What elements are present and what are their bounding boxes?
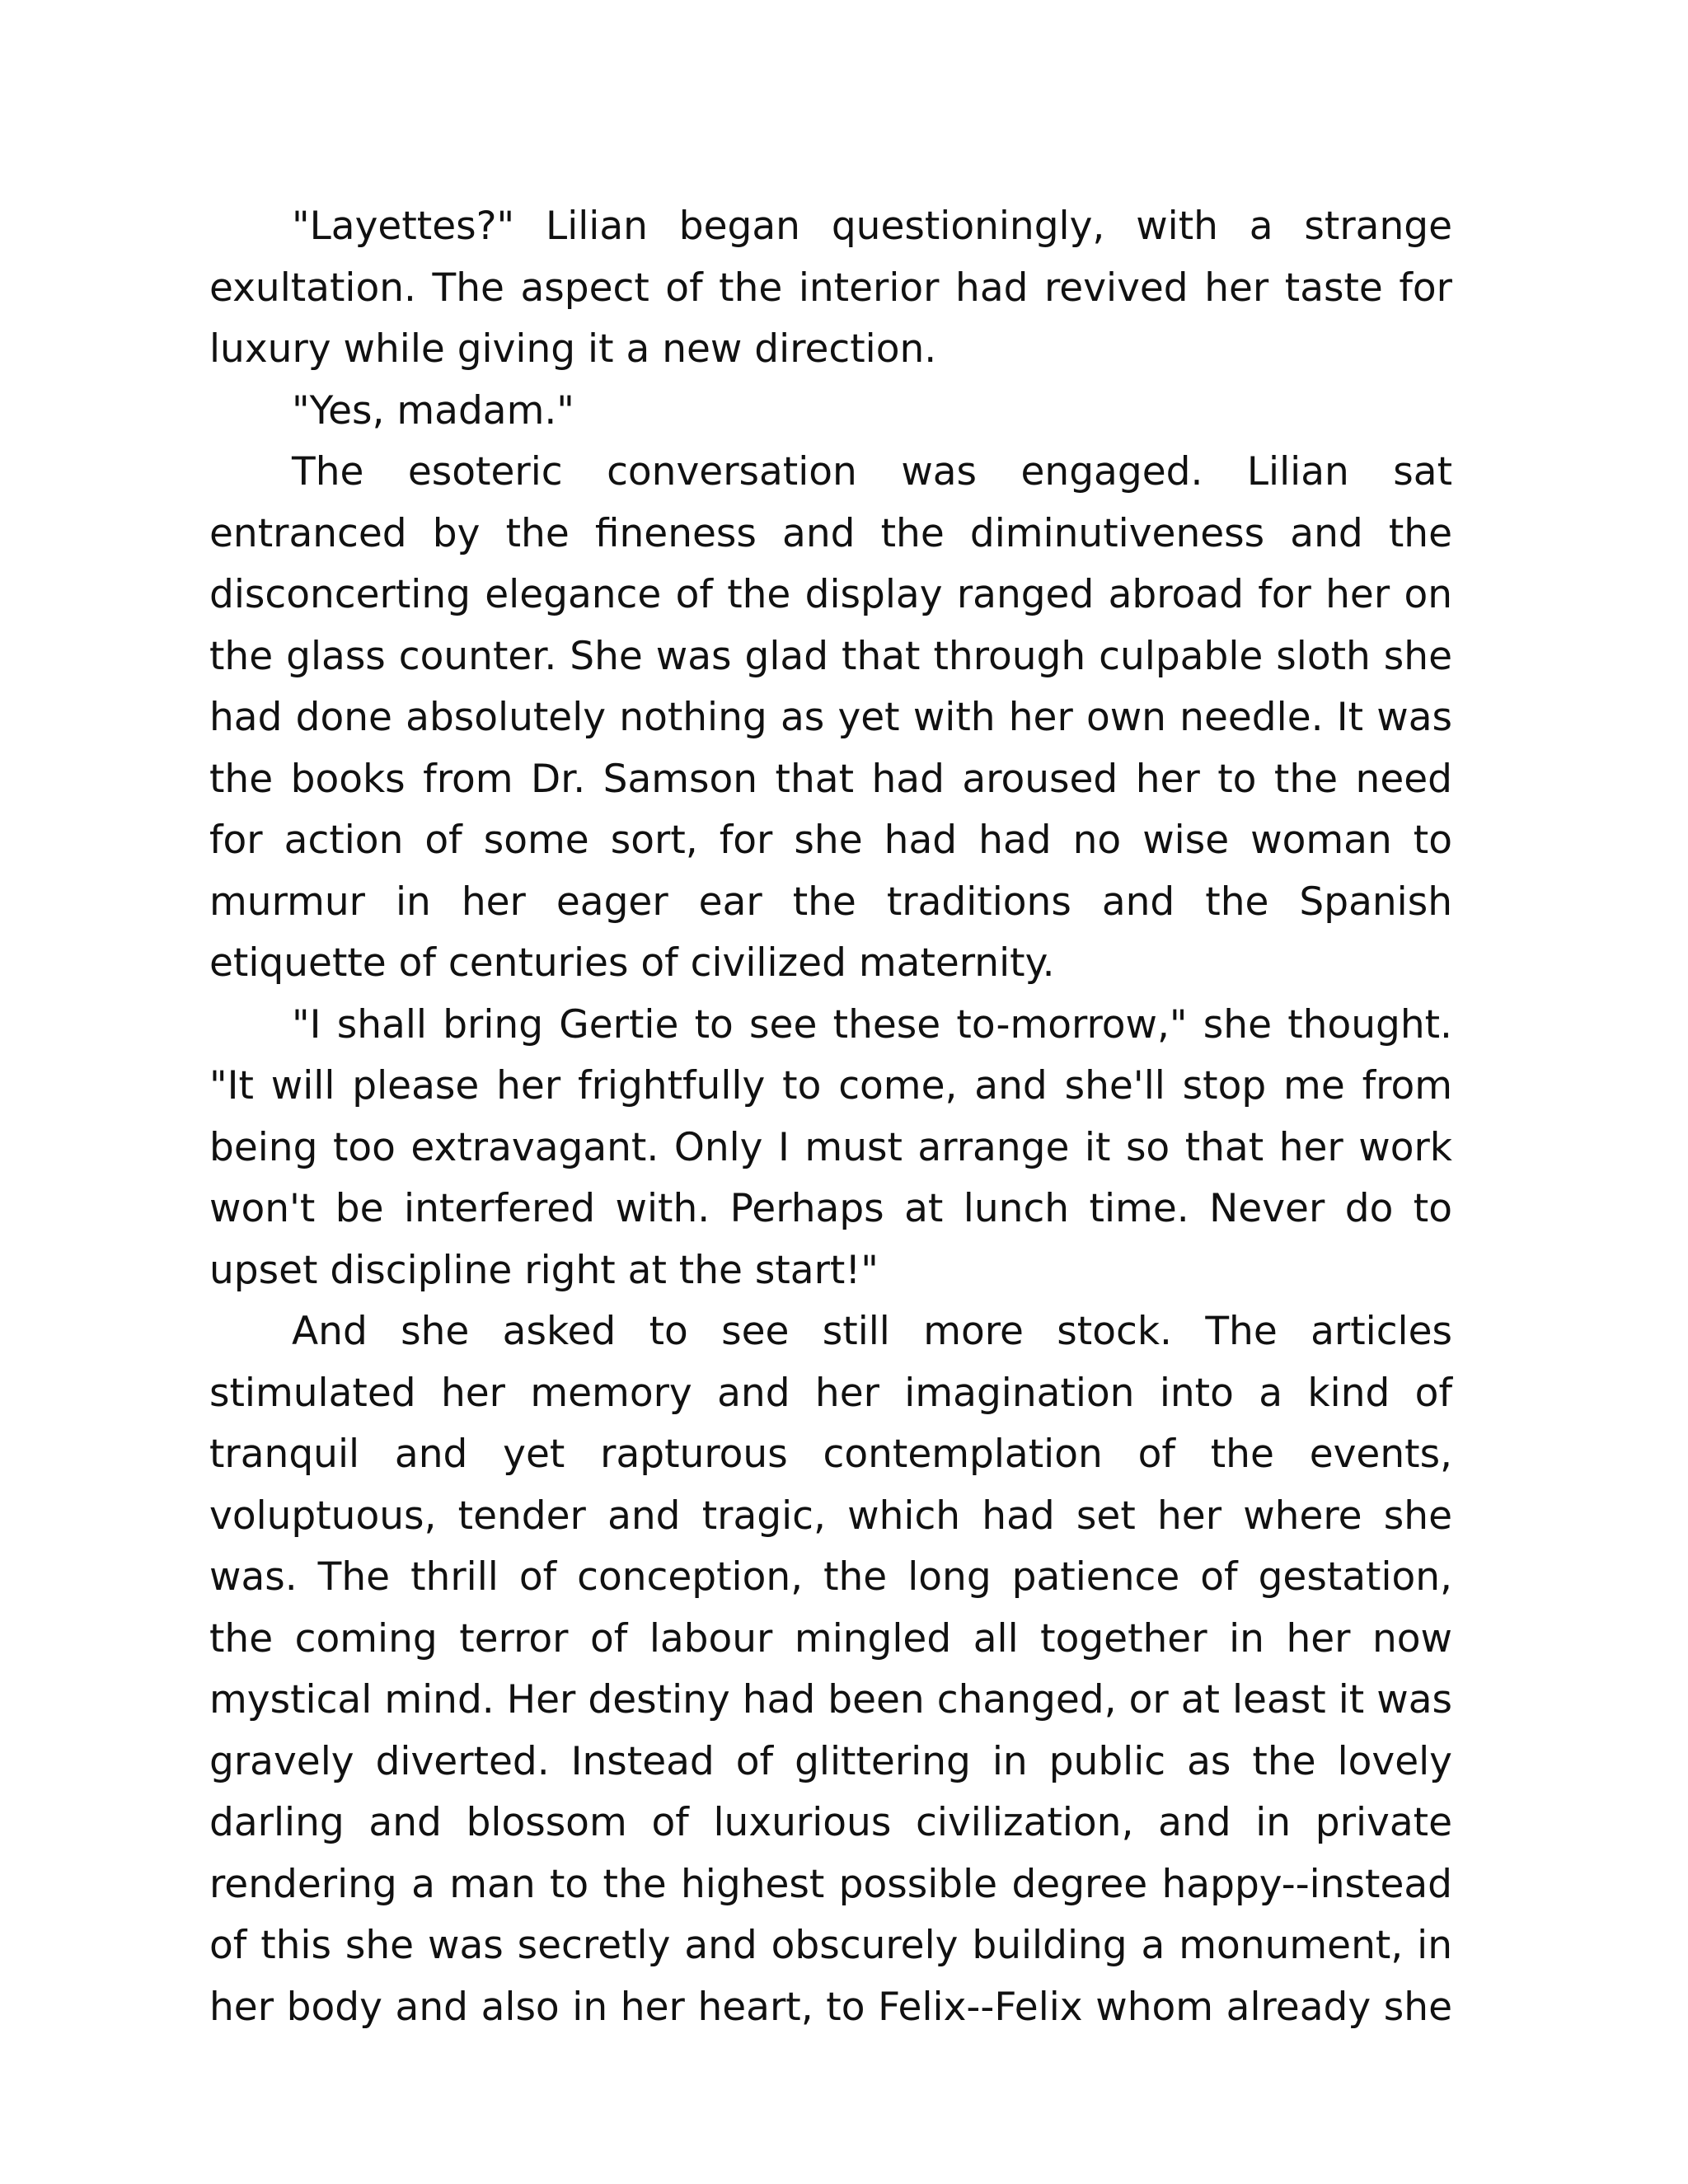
body-text bbox=[209, 196, 1452, 2038]
paragraph: And she asked to see still more stock. The articles stimulated her memory and her imagination into a kind of tranquil and yet rapturous contemplation of the events, voluptuous, tender and tragic, which had set her where she was. The thrill of conception, the long patience of gestation, the coming terror of labour mingled all together in her now mystical mind. Her destiny had been changed, or at least it was gravely diverted. Instead of glittering in public as the lovely darling and blossom of luxurious civilization, and in private rendering a man to the highest possible degree happy--instead of this she was secretly and obscurely building a monument, in her body and also in her heart, to Felix--Felix whom already she bbox=[209, 1309, 1452, 2030]
paragraph: The esoteric conversation was engaged. Lilian sat entranced by the fineness and the diminutiveness and the disconcerting elegance of the display ranged abroad for her on the glass counter. She was glad that through culpable sloth she had done absolutely nothing as yet with her own needle. It was the books from Dr. Samson that had aroused her to the need for action of some sort, for she had had no wise woman to murmur in her eager ear the traditions and the Spanish etiquette of centuries of civilized maternity. bbox=[209, 449, 1452, 986]
paragraph: "Yes, madam." bbox=[292, 387, 574, 434]
paragraph: "Layettes?" Lilian began questioningly, with a strange exultation. The aspect of the interior had revived her taste for luxury while giving it a new direction. bbox=[209, 204, 1452, 372]
paragraph: "I shall bring Gertie to see these to-morrow," she thought. "It will please her frightfully to come, and she'll stop me from being too extravagant. Only I must arrange it so that her work won't be interfered with. Perhaps at lunch time. Never do to upset discipline right at the start!" bbox=[209, 1001, 1452, 1293]
